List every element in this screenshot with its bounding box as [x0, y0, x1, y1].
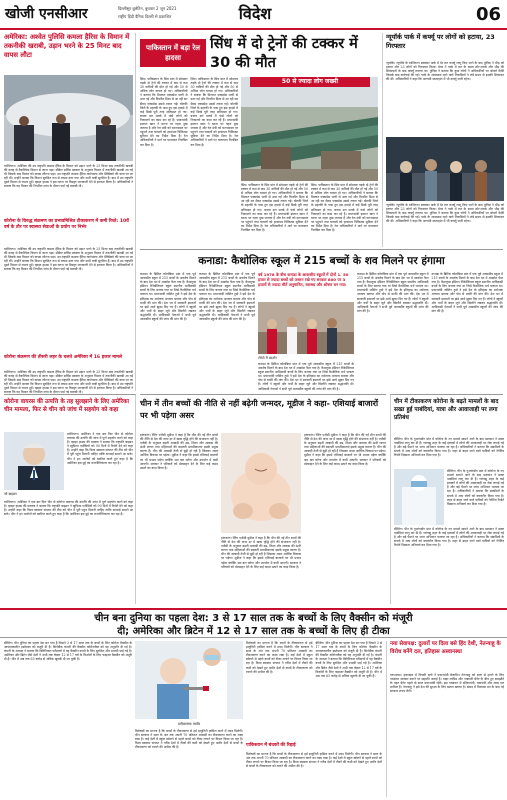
biden-photo-caption: जो बाइडन: [4, 492, 17, 496]
harris-subhead-2: कोरोना संक्रमण की तीसरी लहर के चलते अमेरिका में 16 हजार मामले: [4, 355, 123, 360]
china-vaccine-photo: [394, 469, 444, 525]
train-photo: [241, 77, 378, 181]
vaccine-kids-body-right: [246, 641, 382, 741]
vaccine-kids-col4: बीजिंग। चीन दुनिया का पहला देश बन गया है जिसने 3 से 17 साल तक के बच्चों के लिए कोरोना वैक्सीन के आपातकालीन इस्तेमाल को मंजूरी दी है। सिनोवैक कंपनी की वैक्सीन कोरोनावैक को यह अनुमति दी गई है। कंपनी के अध्यक्ष ने बताया कि क्लिनिकल परीक्षणों में यह वैक्सीन बच्चों के लिए सुरक्षित और प्रभावी पाई गई है। अमेरिका और ब्रिटेन जैसे देशों ने अभी तक केवल 12 से 17 वर्ष के किशोरों के लिए फाइजर वैक्सीन को मंजूरी दी है। चीन में अब तक 65 करोड़ से अधिक खुराकें दी जा चुकी हैं।: [315, 641, 382, 678]
page-number: 06: [475, 4, 501, 25]
canada-body-left: [140, 272, 255, 392]
pakistan-headline: सिंध में दो ट्रेनों की टक्कर में 30 की मौत: [210, 36, 358, 71]
harris-body-2: वाशिंगटन। अमेरिका की उप राष्ट्रपति कमला हैरिस के विमान को उड़ान भरने के 25 मिनट बाद तकनीकी खराबी की वजह से वैकल्पिक विमान से जाना पड़ा। सीक्रेट सर्विस प्रवक्ता के अनुसार विमान में तकनीकी खराबी आ गई थी जिसके बाद विमान को वापस लौटना पड़ा। उप राष्ट्रपति कमला हैरिस ग्वाटेमाला और मैक्सिको की यात्रा पर जा रही थीं। उन्होंने बताया कि विमान सुरक्षित रूप से वापस उतर गया और सभी यात्री सुरक्षित हैं। बाद में उप राष्ट्रपति दूसरे विमान से रवाना हुईं। व्हाइट हाउस ने इस घटना पर विस्तृत जानकारी देने से इनकार किया है। अधिकारियों ने बताया कि यह विमान की नियमित जांच के दौरान पाई गई खराबी थी।: [4, 247, 133, 272]
harris-body-3: वाशिंगटन। अमेरिका की उप राष्ट्रपति कमला हैरिस के विमान को उड़ान भरने के 25 मिनट बाद तकनीकी खराबी की वजह से वैकल्पिक विमान से जाना पड़ा। सीक्रेट सर्विस प्रवक्ता के अनुसार विमान में तकनीकी खराबी आ गई थी जिसके बाद विमान को वापस लौटना पड़ा। उप राष्ट्रपति कमला हैरिस ग्वाटेमाला और मैक्सिको की यात्रा पर जा रही थीं। उन्होंने बताया कि विमान सुरक्षित रूप से वापस उतर गया और सभी यात्री सुरक्षित हैं। बाद में उप राष्ट्रपति दूसरे विमान से रवाना हुईं। व्हाइट हाउस ने इस घटना पर विस्तृत जानकारी देने से इनकार किया है। अधिकारियों ने बताया कि यह विमान की नियमित जांच के दौरान पाई गई खराबी थी।: [4, 370, 133, 395]
vaccine-kids-photo: [135, 641, 243, 719]
canada-body-col1: कनाडा के ब्रिटिश कोलंबिया प्रांत में एक पूर्व आवासीय स्कूल में 215 बच्चों के अवशेष मिलने के बाद देश भर में आक्रोश फैल गया है। कैमलूप्स इंडियन रेजिडेंशियल स्कूल स्थानीय आदिवासी बच्चों के लिए बनाया गया था जिसे कैथोलिक चर्च चलाता था। प्रधानमंत्री जस्टिन ट्रूडो ने इसे देश के इतिहास का शर्मनाक अध्याय बताया और पोप से माफी की मांग की। देश भर में सरकारी इमारतों पर झंडे आधे झुका दिए गए हैं। लोगों ने स्कूलों और चर्चों के बाहर जूते और खिलौने रखकर श्रद्धांजलि दी। आदिवासी नेताओं ने सभी पूर्व आवासीय स्कूलों की जांच की मांग की है।: [140, 272, 196, 322]
vaccine-kids-body-left: [4, 641, 132, 797]
pakistan-body: [140, 77, 238, 247]
china-vaccine-body-2: बीजिंग। चीन के गुआंगडोंग प्रांत में कोरोना के नए मामले सामने आने के बाद प्रशासन ने सख्त पाबंदियां लागू कर दी हैं। ग्वांगझू शहर के कई इलाकों में लोगों की आवाजाही पर रोक लगाई गई है और बड़े पैमाने पर जांच अभियान चलाया जा रहा है। अधिकारियों ने बताया कि संक्रमितों के संपर्क में आए लोगों को क्वारंटीन किया गया है। शहर से बाहर जाने वाले यात्रियों को नेगेटिव रिपोर्ट दिखाना अनिवार्य कर दिया गया है।: [394, 527, 504, 548]
biden-headline: कोरोना वायरस की उत्पत्ति के तह सुलझाने के लिए अमेरिका चीन मामला, फिर से चीन को जांच में सहयोग को कहा: [4, 399, 130, 413]
china-vaccine-body-side: बीजिंग। चीन के गुआंगडोंग प्रांत में कोरोना के नए मामले सामने आने के बाद प्रशासन ने सख्त पाबंदियां लागू कर दी हैं। ग्वांगझू शहर के कई इलाकों में लोगों की आवाजाही पर रोक लगाई गई है और बड़े पैमाने पर जांच अभियान चलाया जा रहा है। अधिकारियों ने बताया कि संक्रमितों के संपर्क में आए लोगों को क्वारंटीन किया गया है। शहर से बाहर जाने वाले यात्रियों को नेगेटिव रिपोर्ट दिखाना अनिवार्य कर दिया गया है।: [447, 469, 504, 506]
masthead-logo: खोजी एनसीआर: [5, 6, 88, 22]
newyork-headline: न्यूयॉर्क पार्क में कर्फ्यू पर लोगों को हटाया, 23 गिरफ्तार: [386, 33, 495, 50]
china-policy-body-right: [304, 433, 386, 605]
biden-photo: [4, 432, 64, 490]
vaccine-kids-body-bottom: विशेषज्ञों का मानना है कि बच्चों के टीकाकरण से हर्ड इम्युनिटी हासिल करने में मदद मिलेगी। चीन सरकार ने साल के अंत तक अपनी 70 प्रतिशत आबादी का टीकाकरण करने का लक्ष्य रखा है। कई देशों में स्कूल खोलने से पहले बच्चों को टीका लगाने पर विचार किया जा रहा है। विश्व स्वास्थ्य संगठन ने गरीब देशों में टीकों की कमी को देखते हुए अमीर देशों से बच्चों के टीकाकरण को टालने की अपील की है।: [246, 752, 382, 769]
vaccine-kids-story: [4, 641, 382, 797]
pakistan-kicker: पाकिस्तान में बड़ा रेल हादसा: [140, 39, 206, 67]
canada-story: [140, 249, 503, 391]
newyork-story: [382, 33, 503, 247]
newyork-body-2: न्यूयॉर्क। न्यूयॉर्क के वाशिंगटन स्क्वायर पार्क में देर रात कर्फ्यू लागू किए जाने के बाद पुलिस ने भीड़ को हटाया और 23 लोगों को गिरफ्तार किया। मेयर ने पार्क में रात के समय शोर-शराबे और भीड़ की शिकायतों के बाद कर्फ्यू लगाया था। पुलिस ने बताया कि कुछ लोगों ने अधिकारियों पर बोतलें फेंकीं जिसके बाद कार्रवाई की गई। पार्क के आसपास रहने वाले निवासियों ने लंबे समय से इसकी शिकायत की थी। अधिकारियों ने कहा कि आगामी सप्ताहांत में भी कर्फ्यू जारी रहेगा।: [386, 203, 504, 224]
vaccine-kids-subhead: पाकिस्तान में बंधकों की रिहाई: [246, 743, 296, 748]
canada-headline: कनाडा: कैथोलिक स्कूल में 215 बच्चों के शव मिलने पर हंगामा: [198, 255, 445, 267]
date-line: दिल्लीसुर बुलेटिन, बुधवार 2 जून 2021: [118, 6, 177, 11]
china-vaccine-body: बीजिंग। चीन के गुआंगडोंग प्रांत में कोरोना के नए मामले सामने आने के बाद प्रशासन ने सख्त पाबंदियां लागू कर दी हैं। ग्वांगझू शहर के कई इलाकों में लोगों की आवाजाही पर रोक लगाई गई है और बड़े पैमाने पर जांच अभियान चलाया जा रहा है। अधिकारियों ने बताया कि संक्रमितों के संपर्क में आए लोगों को क्वारंटीन किया गया है। शहर से बाहर जाने वाले यात्रियों को नेगेटिव रिपोर्ट दिखाना अनिवार्य कर दिया गया है।: [394, 437, 504, 458]
china-policy-body-left: [140, 433, 218, 605]
banner-line-2: दी; अमेरिका और ब्रिटेन में 12 से 17 साल तक के बच्चों के लिए ही टीका: [117, 626, 390, 637]
canada-lead-box: वर्ष 1978 के बीच कनाडा के आवासीय स्कूलों में दोनों 1. 50 हजार से ज्यादा बच्चों को जबरन रखे गए सरकार 800 पर 3 हजारों से ज्यादा मौतें अनुमानित, स्वास्थ्य और शोषण बन गया।: [258, 272, 349, 288]
pakistan-body-lower: [241, 183, 378, 247]
canada-body-col2: कनाडा के ब्रिटिश कोलंबिया प्रांत में एक पूर्व आवासीय स्कूल में 215 बच्चों के अवशेष मिलने के बाद देश भर में आक्रोश फैल गया है। कैमलूप्स इंडियन रेजिडेंशियल स्कूल स्थानीय आदिवासी बच्चों के लिए बनाया गया था जिसे कैथोलिक चर्च चलाता था। प्रधानमंत्री जस्टिन ट्रूडो ने इसे देश के इतिहास का शर्मनाक अध्याय बताया और पोप से माफी की मांग की। देश भर में सरकारी इमारतों पर झंडे आधे झुका दिए गए हैं। लोगों ने स्कूलों और चर्चों के बाहर जूते और खिलौने रखकर श्रद्धांजलि दी। आदिवासी नेताओं ने सभी पूर्व आवासीय स्कूलों की जांच की मांग की है।: [199, 272, 255, 322]
china-policy-body-col3: हांगकांग। रेटिंग एजेंसी मूडीज ने कहा है कि चीन की नई तीन बच्चों की नीति से देश की जन्म दर में खास वृद्धि होने की संभावना नहीं है। एजेंसी के अनुसार बढ़ती आबादी की उम्र, शिक्षा और आवास की ऊंची लागत तथा महिलाओं की बदलती प्राथमिकताएं इसके प्रमुख कारण हैं। चीन की आबादी तेजी से बूढ़ी हो रही है जिसका असर आर्थिक विकास पर पड़ेगा। मूडीज ने कहा कि इससे एशियाई बाजारों पर भी प्रभाव पड़ेगा क्योंकि श्रम बल घटेगा और उपभोग में कमी आएगी। सरकार ने परिवारों को प्रोत्साहन देने के लिए कई कदम उठाने का वादा किया है।: [304, 433, 386, 466]
pakistan-body-col2: सिंध। पाकिस्तान के सिंध प्रांत में सोमवार तड़के दो ट्रेनों की टक्कर में कम से कम 30 यात्रियों की मौत हो गई और 50 से अधिक लोग घायल हो गए। अधिकारियों ने बताया कि मिल्लत एक्सप्रेस पटरी से उतर गई और विपरीत दिशा से आ रही सर सैयद एक्सप्रेस उससे टकरा गई। घोटकी जिले के डहरकी के पास हुए इस हादसे में कई डिब्बे पूरी तरह क्षतिग्रस्त हो गए। बचाव दल मलबे में फंसे लोगों को निकालने का काम कर रहे हैं। प्रधानमंत्री इमरान खान ने घटना पर गहरा दुख जताया है और रेल मंत्री को घटनास्थल पर पहुंचने तथा घायलों को हरसंभव चिकित्सा सुविधा देने का निर्देश दिया है। रेल अधिकारियों ने मार्ग पर यातायात निलंबित कर दिया है।: [190, 77, 238, 147]
section-title: विदेश: [238, 4, 272, 23]
canada-photo: [258, 302, 354, 354]
israel-headline: नया सेवापक्ष: दुलारों पर दिला बसे हिंद देशी, नेतन्याहू के विरोध बनेंगे दल, इतिहास अस्वानस्था: [390, 641, 501, 655]
biden-story: [4, 394, 136, 604]
canada-body-right: [357, 272, 503, 392]
china-policy-body-col1: हांगकांग। रेटिंग एजेंसी मूडीज ने कहा है कि चीन की नई तीन बच्चों की नीति से देश की जन्म दर में खास वृद्धि होने की संभावना नहीं है। एजेंसी के अनुसार बढ़ती आबादी की उम्र, शिक्षा और आवास की ऊंची लागत तथा महिलाओं की बदलती प्राथमिकताएं इसके प्रमुख कारण हैं। चीन की आबादी तेजी से बूढ़ी हो रही है जिसका असर आर्थिक विकास पर पड़ेगा। मूडीज ने कहा कि इससे एशियाई बाजारों पर भी प्रभाव पड़ेगा क्योंकि श्रम बल घटेगा और उपभोग में कमी आएगी। सरकार ने परिवारों को प्रोत्साहन देने के लिए कई कदम उठाने का वादा किया है।: [140, 433, 218, 470]
harris-body: वाशिंगटन। अमेरिका की उप राष्ट्रपति कमला हैरिस के विमान को उड़ान भरने के 25 मिनट बाद तकनीकी खराबी की वजह से वैकल्पिक विमान से जाना पड़ा। सीक्रेट सर्विस प्रवक्ता के अनुसार विमान में तकनीकी खराबी आ गई थी जिसके बाद विमान को वापस लौटना पड़ा। उप राष्ट्रपति कमला हैरिस ग्वाटेमाला और मैक्सिको की यात्रा पर जा रही थीं। उन्होंने बताया कि विमान सुरक्षित रूप से वापस उतर गया और सभी यात्री सुरक्षित हैं। बाद में उप राष्ट्रपति दूसरे विमान से रवाना हुईं। व्हाइट हाउस ने इस घटना पर विस्तृत जानकारी देने से इनकार किया है। अधिकारियों ने बताया कि यह विमान की नियमित जांच के दौरान पाई गई खराबी थी।: [4, 164, 133, 189]
newyork-body: न्यूयॉर्क। न्यूयॉर्क के वाशिंगटन स्क्वायर पार्क में देर रात कर्फ्यू लागू किए जाने के बाद पुलिस ने भीड़ को हटाया और 23 लोगों को गिरफ्तार किया। मेयर ने पार्क में रात के समय शोर-शराबे और भीड़ की शिकायतों के बाद कर्फ्यू लगाया था। पुलिस ने बताया कि कुछ लोगों ने अधिकारियों पर बोतलें फेंकीं जिसके बाद कार्रवाई की गई। पार्क के आसपास रहने वाले निवासियों ने लंबे समय से इसकी शिकायत की थी। अधिकारियों ने कहा कि आगामी सप्ताहांत में भी कर्फ्यू जारी रहेगा।: [386, 61, 504, 82]
israel-body: यरूशलम। इजराइल में विपक्षी दलों ने प्रधानमंत्री बेंजामिन नेतन्याहू को सत्ता से हटाने के लिए गठबंधन सरकार बनाने पर सहमति जताई है। याइर लापिड और नफ्ताली बेनेट के बीच हुए समझौते के तहत बेनेट पहले दो साल प्रधानमंत्री रहेंगे। इस गठबंधन में दक्षिणपंथी, वामपंथी और अरब दल शामिल हैं। नेतन्याहू ने इसे देश की सुरक्षा के लिए खतरा बताया है। संसद में विश्वास मत के बाद नई सरकार शपथ लेगी।: [390, 673, 504, 694]
baby-photo: [221, 433, 301, 533]
pakistan-body-col4: सिंध। पाकिस्तान के सिंध प्रांत में सोमवार तड़के दो ट्रेनों की टक्कर में कम से कम 30 यात्रियों की मौत हो गई और 50 से अधिक लोग घायल हो गए। अधिकारियों ने बताया कि मिल्लत एक्सप्रेस पटरी से उतर गई और विपरीत दिशा से आ रही सर सैयद एक्सप्रेस उससे टकरा गई। घोटकी जिले के डहरकी के पास हुए इस हादसे में कई डिब्बे पूरी तरह क्षतिग्रस्त हो गए। बचाव दल मलबे में फंसे लोगों को निकालने का काम कर रहे हैं। प्रधानमंत्री इमरान खान ने घटना पर गहरा दुख जताया है और रेल मंत्री को घटनास्थल पर पहुंचने तथा घायलों को हरसंभव चिकित्सा सुविधा देने का निर्देश दिया है। रेल अधिकारियों ने मार्ग पर यातायात निलंबित कर दिया है।: [311, 183, 378, 233]
canada-body-col3: कनाडा के ब्रिटिश कोलंबिया प्रांत में एक पूर्व आवासीय स्कूल में 215 बच्चों के अवशेष मिलने के बाद देश भर में आक्रोश फैल गया है। कैमलूप्स इंडियन रेजिडेंशियल स्कूल स्थानीय आदिवासी बच्चों के लिए बनाया गया था जिसे कैथोलिक चर्च चलाता था। प्रधानमंत्री जस्टिन ट्रूडो ने इसे देश के इतिहास का शर्मनाक अध्याय बताया और पोप से माफी की मांग की। देश भर में सरकारी इमारतों पर झंडे आधे झुका दिए गए हैं। लोगों ने स्कूलों और चर्चों के बाहर जूते और खिलौने रखकर श्रद्धांजलि दी। आदिवासी नेताओं ने सभी पूर्व आवासीय स्कूलों की जांच की मांग की है।: [357, 272, 429, 313]
canada-photo-caption: टोरंटो में प्रदर्शन: [258, 356, 277, 360]
biden-body: वाशिंगटन। अमेरिका ने एक बार फिर चीन से कोरोना वायरस की उत्पत्ति की जांच में पूर्ण सहयोग करने को कहा है। व्हाइट हाउस की प्रवक्ता ने बताया कि राष्ट्रपति बाइडन ने खुफिया एजेंसियों को 90 दिनों में रिपोर्ट देने को कहा है। उन्होंने कहा कि विश्व स्वास्थ्य संगठन की टीम को चीन में पूरी पहुंच मिलनी चाहिए ताकि सच्चाई सामने आ सके। चीन ने इन आरोपों को खारिज करते हुए कहा है कि अमेरिका इस मुद्दे का राजनीतिकरण कर रहा है।: [4, 500, 133, 517]
train-photo-badge: 50 से ज्यादा लोग जख्मी: [250, 77, 370, 87]
harris-photo: [4, 75, 133, 161]
china-policy-story: [140, 394, 386, 604]
vaccine-kids-col3: विशेषज्ञों का मानना है कि बच्चों के टीकाकरण से हर्ड इम्युनिटी हासिल करने में मदद मिलेगी। चीन सरकार ने साल के अंत तक अपनी 70 प्रतिशत आबादी का टीकाकरण करने का लक्ष्य रखा है। कई देशों में स्कूल खोलने से पहले बच्चों को टीका लगाने पर विचार किया जा रहा है। विश्व स्वास्थ्य संगठन ने गरीब देशों में टीकों की कमी को देखते हुए अमीर देशों से बच्चों के टीकाकरण को टालने की अपील की है।: [246, 641, 313, 674]
vaccine-kids-col1: बीजिंग। चीन दुनिया का पहला देश बन गया है जिसने 3 से 17 साल तक के बच्चों के लिए कोरोना वैक्सीन के आपातकालीन इस्तेमाल को मंजूरी दी है। सिनोवैक कंपनी की वैक्सीन कोरोनावैक को यह अनुमति दी गई है। कंपनी के अध्यक्ष ने बताया कि क्लिनिकल परीक्षणों में यह वैक्सीन बच्चों के लिए सुरक्षित और प्रभावी पाई गई है। अमेरिका और ब्रिटेन जैसे देशों ने अभी तक केवल 12 से 17 वर्ष के किशोरों के लिए फाइजर वैक्सीन को मंजूरी दी है। चीन में अब तक 65 करोड़ से अधिक खुराकें दी जा चुकी हैं।: [4, 641, 132, 662]
canada-body-mid: कनाडा के ब्रिटिश कोलंबिया प्रांत में एक पूर्व आवासीय स्कूल में 215 बच्चों के अवशेष मिलने के बाद देश भर में आक्रोश फैल गया है। कैमलूप्स इंडियन रेजिडेंशियल स्कूल स्थानीय आदिवासी बच्चों के लिए बनाया गया था जिसे कैथोलिक चर्च चलाता था। प्रधानमंत्री जस्टिन ट्रूडो ने इसे देश के इतिहास का शर्मनाक अध्याय बताया और पोप से माफी की मांग की। देश भर में सरकारी इमारतों पर झंडे आधे झुका दिए गए हैं। लोगों ने स्कूलों और चर्चों के बाहर जूते और खिलौने रखकर श्रद्धांजलि दी। आदिवासी नेताओं ने सभी पूर्व आवासीय स्कूलों की जांच की मांग की है।: [258, 362, 354, 391]
biden-body-right: वाशिंगटन। अमेरिका ने एक बार फिर चीन से कोरोना वायरस की उत्पत्ति की जांच में पूर्ण सहयोग करने को कहा है। व्हाइट हाउस की प्रवक्ता ने बताया कि राष्ट्रपति बाइडन ने खुफिया एजेंसियों को 90 दिनों में रिपोर्ट देने को कहा है। उन्होंने कहा कि विश्व स्वास्थ्य संगठन की टीम को चीन में पूरी पहुंच मिलनी चाहिए ताकि सच्चाई सामने आ सके। चीन ने इन आरोपों को खारिज करते हुए कहा है कि अमेरिका इस मुद्दे का राजनीतिकरण कर रहा है।: [67, 432, 133, 465]
harris-story: [4, 33, 136, 395]
pakistan-body-col3: सिंध। पाकिस्तान के सिंध प्रांत में सोमवार तड़के दो ट्रेनों की टक्कर में कम से कम 30 यात्रियों की मौत हो गई और 50 से अधिक लोग घायल हो गए। अधिकारियों ने बताया कि मिल्लत एक्सप्रेस पटरी से उतर गई और विपरीत दिशा से आ रही सर सैयद एक्सप्रेस उससे टकरा गई। घोटकी जिले के डहरकी के पास हुए इस हादसे में कई डिब्बे पूरी तरह क्षतिग्रस्त हो गए। बचाव दल मलबे में फंसे लोगों को निकालने का काम कर रहे हैं। प्रधानमंत्री इमरान खान ने घटना पर गहरा दुख जताया है और रेल मंत्री को घटनास्थल पर पहुंचने तथा घायलों को हरसंभव चिकित्सा सुविधा देने का निर्देश दिया है। रेल अधिकारियों ने मार्ग पर यातायात निलंबित कर दिया है।: [241, 183, 308, 233]
china-policy-body-mid: हांगकांग। रेटिंग एजेंसी मूडीज ने कहा है कि चीन की नई तीन बच्चों की नीति से देश की जन्म दर में खास वृद्धि होने की संभावना नहीं है। एजेंसी के अनुसार बढ़ती आबादी की उम्र, शिक्षा और आवास की ऊंची लागत तथा महिलाओं की बदलती प्राथमिकताएं इसके प्रमुख कारण हैं। चीन की आबादी तेजी से बूढ़ी हो रही है जिसका असर आर्थिक विकास पर पड़ेगा। मूडीज ने कहा कि इससे एशियाई बाजारों पर भी प्रभाव पड़ेगा क्योंकि श्रम बल घटेगा और उपभोग में कमी आएगी। सरकार ने परिवारों को प्रोत्साहन देने के लिए कई कदम उठाने का वादा किया है।: [221, 536, 301, 569]
china-policy-headline: चीन में तीन बच्चों की नीति से नहीं बढ़ेगी जन्मदर, मूडीज ने कहा- एशियाई बाजारों पर भी पड़ेगा असर: [140, 399, 379, 420]
pakistan-body-col1: सिंध। पाकिस्तान के सिंध प्रांत में सोमवार तड़के दो ट्रेनों की टक्कर में कम से कम 30 यात्रियों की मौत हो गई और 50 से अधिक लोग घायल हो गए। अधिकारियों ने बताया कि मिल्लत एक्सप्रेस पटरी से उतर गई और विपरीत दिशा से आ रही सर सैयद एक्सप्रेस उससे टकरा गई। घोटकी जिले के डहरकी के पास हुए इस हादसे में कई डिब्बे पूरी तरह क्षतिग्रस्त हो गए। बचाव दल मलबे में फंसे लोगों को निकालने का काम कर रहे हैं। प्रधानमंत्री इमरान खान ने घटना पर गहरा दुख जताया है और रेल मंत्री को घटनास्थल पर पहुंचने तथा घायलों को हरसंभव चिकित्सा सुविधा देने का निर्देश दिया है। रेल अधिकारियों ने मार्ग पर यातायात निलंबित कर दिया है।: [140, 77, 188, 147]
vaccine-kids-photo-caption: प्रतीकात्मक तस्वीर: [177, 722, 201, 726]
harris-headline: अमेरिका: अश्वेत पुलिसि कमला हैरिस के विमान में तकनीकी खराबी, उड़ान भरने के 25 मिनट बाद वापस लौटा: [4, 33, 130, 59]
china-vaccine-headline: चीन में टीकाकरण कोरोना के बढ़ते मामलों के बाद सख्त हुई पाबंदियां, यात्रा और आवाजाही पर लगा प्रतिबंध: [394, 399, 499, 421]
vaccine-kids-body-mid: विशेषज्ञों का मानना है कि बच्चों के टीकाकरण से हर्ड इम्युनिटी हासिल करने में मदद मिलेगी। चीन सरकार ने साल के अंत तक अपनी 70 प्रतिशत आबादी का टीकाकरण करने का लक्ष्य रखा है। कई देशों में स्कूल खोलने से पहले बच्चों को टीका लगाने पर विचार किया जा रहा है। विश्व स्वास्थ्य संगठन ने गरीब देशों में टीकों की कमी को देखते हुए अमीर देशों से बच्चों के टीकाकरण को टालने की अपील की है।: [135, 729, 243, 750]
china-vaccine-story: [390, 394, 503, 604]
israel-story: [386, 641, 503, 797]
harris-subhead-1: कोरोना के विरुद्ध संक्रमण का प्रभावमिश्रित टीकाकरण में कमी रिश्ते: 10वें वर्ष के तौर पर स्वास्थ्य सेवाओं के प्रयोग पर निर्भर: [4, 219, 129, 230]
date-line-secondary: राष्ट्रीय हिंदी दैनिक दिल्ली से प्रकाशित: [118, 14, 172, 19]
pakistan-story: [140, 33, 378, 247]
vaccine-banner: [0, 608, 507, 638]
masthead: [0, 0, 507, 30]
banner-line-1: चीन बना दुनिया का पहला देश: 3 से 17 साल तक के बच्चों के लिए वैक्सीन को मंजूरी: [94, 613, 413, 624]
newyork-photo: [386, 137, 504, 201]
canada-body-col4: कनाडा के ब्रिटिश कोलंबिया प्रांत में एक पूर्व आवासीय स्कूल में 215 बच्चों के अवशेष मिलने के बाद देश भर में आक्रोश फैल गया है। कैमलूप्स इंडियन रेजिडेंशियल स्कूल स्थानीय आदिवासी बच्चों के लिए बनाया गया था जिसे कैथोलिक चर्च चलाता था। प्रधानमंत्री जस्टिन ट्रूडो ने इसे देश के इतिहास का शर्मनाक अध्याय बताया और पोप से माफी की मांग की। देश भर में सरकारी इमारतों पर झंडे आधे झुका दिए गए हैं। लोगों ने स्कूलों और चर्चों के बाहर जूते और खिलौने रखकर श्रद्धांजलि दी। आदिवासी नेताओं ने सभी पूर्व आवासीय स्कूलों की जांच की मांग की है।: [431, 272, 503, 313]
